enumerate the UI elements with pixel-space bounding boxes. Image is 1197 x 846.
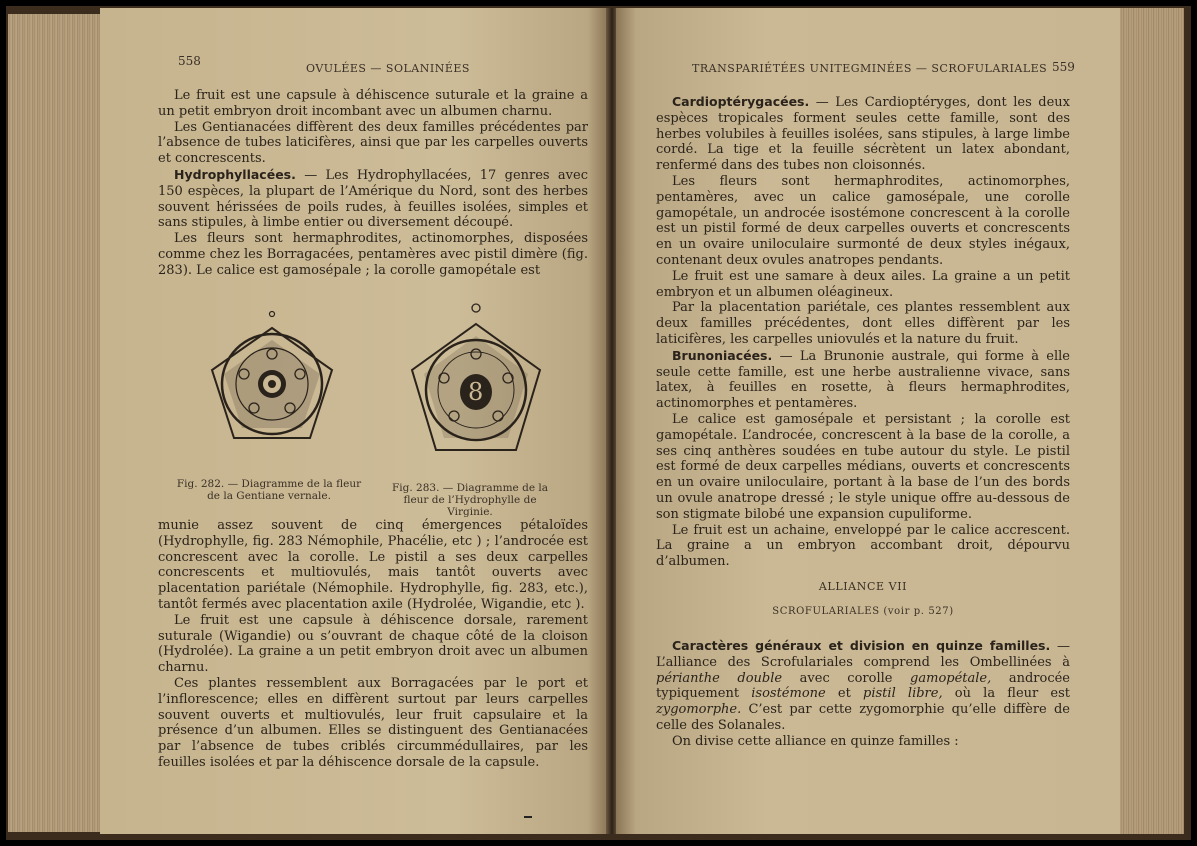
paragraph: On divise cette alliance en quinze familles : [672, 733, 959, 749]
svg-text:8: 8 [468, 378, 484, 406]
paragraph: munie assez souvent de cinq émergences pétaloïdes (Hydrophylle, fig. 283 Némophile, Phacélie, etc ) ; l’androcée est concrescent avec la corolle. Le pistil a ses deux carpelles concrescents et multiovulés, mais tantôt ouverts avec placentation pariétale (Némophile. Hydrophylle, fig. 283, etc.), tantôt fermés avec placentation axile (Hydrolée, Wigandie, etc ). [158, 518, 588, 612]
paragraph: Les Gentianacées diffèrent des deux familles précédentes par l’absence de tubes laticifères, ainsi que par les carpelles ouverts et concrescents. [158, 119, 588, 167]
figure-283-caption: Fig. 283. — Diagramme de la fleur de l’Hydrophylle de Virginie. [392, 482, 548, 518]
section-heading: Hydrophyllacées. [174, 166, 296, 182]
paragraph: Caractères généraux et division en quinze familles. — L’alliance des Scrofulariales comprend les Ombellinées à périanthe double avec corolle gamopétale, androcée typiquement isostémone et pistil libre, où la fleur est zygomorphe. C’est par cette zygomorphie qu’elle diffère de celle des Solanales. [656, 638, 1071, 733]
print-mark [524, 816, 532, 818]
paragraph: Le fruit est un achaine, enveloppé par le calice accrescent. La graine a un embryon accombant droit, dépourvu d’albumen. [656, 522, 1070, 570]
text-block-bottom [158, 518, 588, 771]
paragraph: Les fleurs sont hermaphrodites, actinomorphes, pentamères, avec un calice gamosépale, une corolle gamopétale, un androcée isostémone concrescent à la corolle est un pistil formé de deux carpelles ouverts et concrescents en un ovaire uniloculaire surmonté de deux styles inégaux, contenant deux ovules anatropes pendants. [656, 173, 1070, 268]
paragraph: Brunoniacées. — La Brunonie australe, qui forme à elle seule cette famille, est une herbe australienne vivace, sans latex, à feuilles en rosette, à fleurs hermaphrodites, actinomorphes et pentamères. [656, 347, 1070, 412]
paragraph: Le calice est gamosépale et persistant ; la corolle est gamopétale. L’androcée, concrescent à la base de la corolle, a ses cinq anthères soudées en tube autour du style. Le pistil est formé de deux carpelles médians, ouverts et concrescents en un ovaire uniloculaire, portant à la base de l’un des bords un ovule anatrope dressé ; le style unique offre au-dessous de son stigmate bilobé une expansion cupuliforme. [656, 411, 1070, 522]
text-block-main [656, 94, 1070, 570]
section-heading: Brunoniacées. [672, 347, 773, 363]
alliance-subtitle: SCROFULARIALES (voir p. 527) [772, 606, 954, 617]
paragraph: Par la placentation pariétale, ces plantes ressemblent aux deux familles précédentes, dont elles diffèrent par les laticifères, les carpelles uniovulés et la nature du fruit. [656, 300, 1070, 347]
paragraph: Le fruit est une samare à deux ailes. La graine a un petit embryon et un albumen oléagineux. [656, 268, 1070, 300]
running-head: OVULÉES — SOLANINÉES [306, 62, 470, 75]
left-page [100, 8, 608, 834]
page-number: 558 [178, 54, 201, 68]
text-block-top [158, 88, 588, 279]
paragraph: Les fleurs sont hermaphrodites, actinomorphes, disposées comme chez les Borragacées, pentamères avec pistil dimère (fig. 283). Le calice est gamosépale ; la corolle gamopétale est [158, 231, 588, 278]
figure-282-caption: Fig. 282. — Diagramme de la fleur de la Gentiane vernale. [176, 478, 362, 502]
page-edges-left [8, 14, 108, 832]
paragraph: Hydrophyllacées. — Les Hydrophyllacées, 17 genres avec 150 espèces, la plupart de l’Amérique du Nord, sont des herbes souvent hérissées de poils rudes, à feuilles isolées, simples et sans stipules, à limbe entier ou diversement découpé. [158, 166, 588, 231]
paragraph: Cardioptérygacées. — Les Cardioptéryges, dont les deux espèces tropicales forment seules cette famille, sont des herbes volubiles à feuilles isolées, sans stipules, à large limbe cordé. La tige et la feuille sécrètent un latex abondant, renfermé dans des tubes non cloisonnés. [656, 94, 1070, 174]
section-heading: Cardioptérygacées. [672, 94, 810, 109]
paragraph: Le fruit est une capsule à déhiscence dorsale, rarement suturale (Wigandie) ou s’ouvrant de chaque côté de la cloison (Hydrolée). La graine a un petit embryon droit avec un albumen charnu. [158, 612, 588, 676]
right-page [616, 8, 1120, 834]
running-head: TRANSPARIÉTÉES UNITEGMINÉES — SCROFULARIALES [692, 62, 1048, 75]
paragraph: Ces plantes ressemblent aux Borragacées par le port et l’inflorescence; elles en diffèrent surtout par leurs carpelles souvent ouverts et multiovulés, leur fruit capsulaire et la présence d’un albumen. Elles se distinguent des Gentianacées par l’absence de tubes criblés circummédullaires, par les feuilles isolées et par la déhiscence dorsale de la capsule. [158, 675, 588, 770]
page-number: 559 [1052, 60, 1075, 74]
figure-282-gentian-diagram [204, 304, 344, 464]
alliance-title: ALLIANCE VII [818, 580, 908, 593]
page-edges-right [1118, 8, 1184, 834]
figure-283-hydrophyllum-diagram [402, 298, 552, 478]
text-block-final [656, 638, 1070, 750]
section-heading: Caractères généraux et division en quinze familles. [672, 638, 1051, 653]
paragraph: Le fruit est une capsule à déhiscence suturale et la graine a un petit embryon droit incombant avec un albumen charnu. [158, 88, 588, 119]
